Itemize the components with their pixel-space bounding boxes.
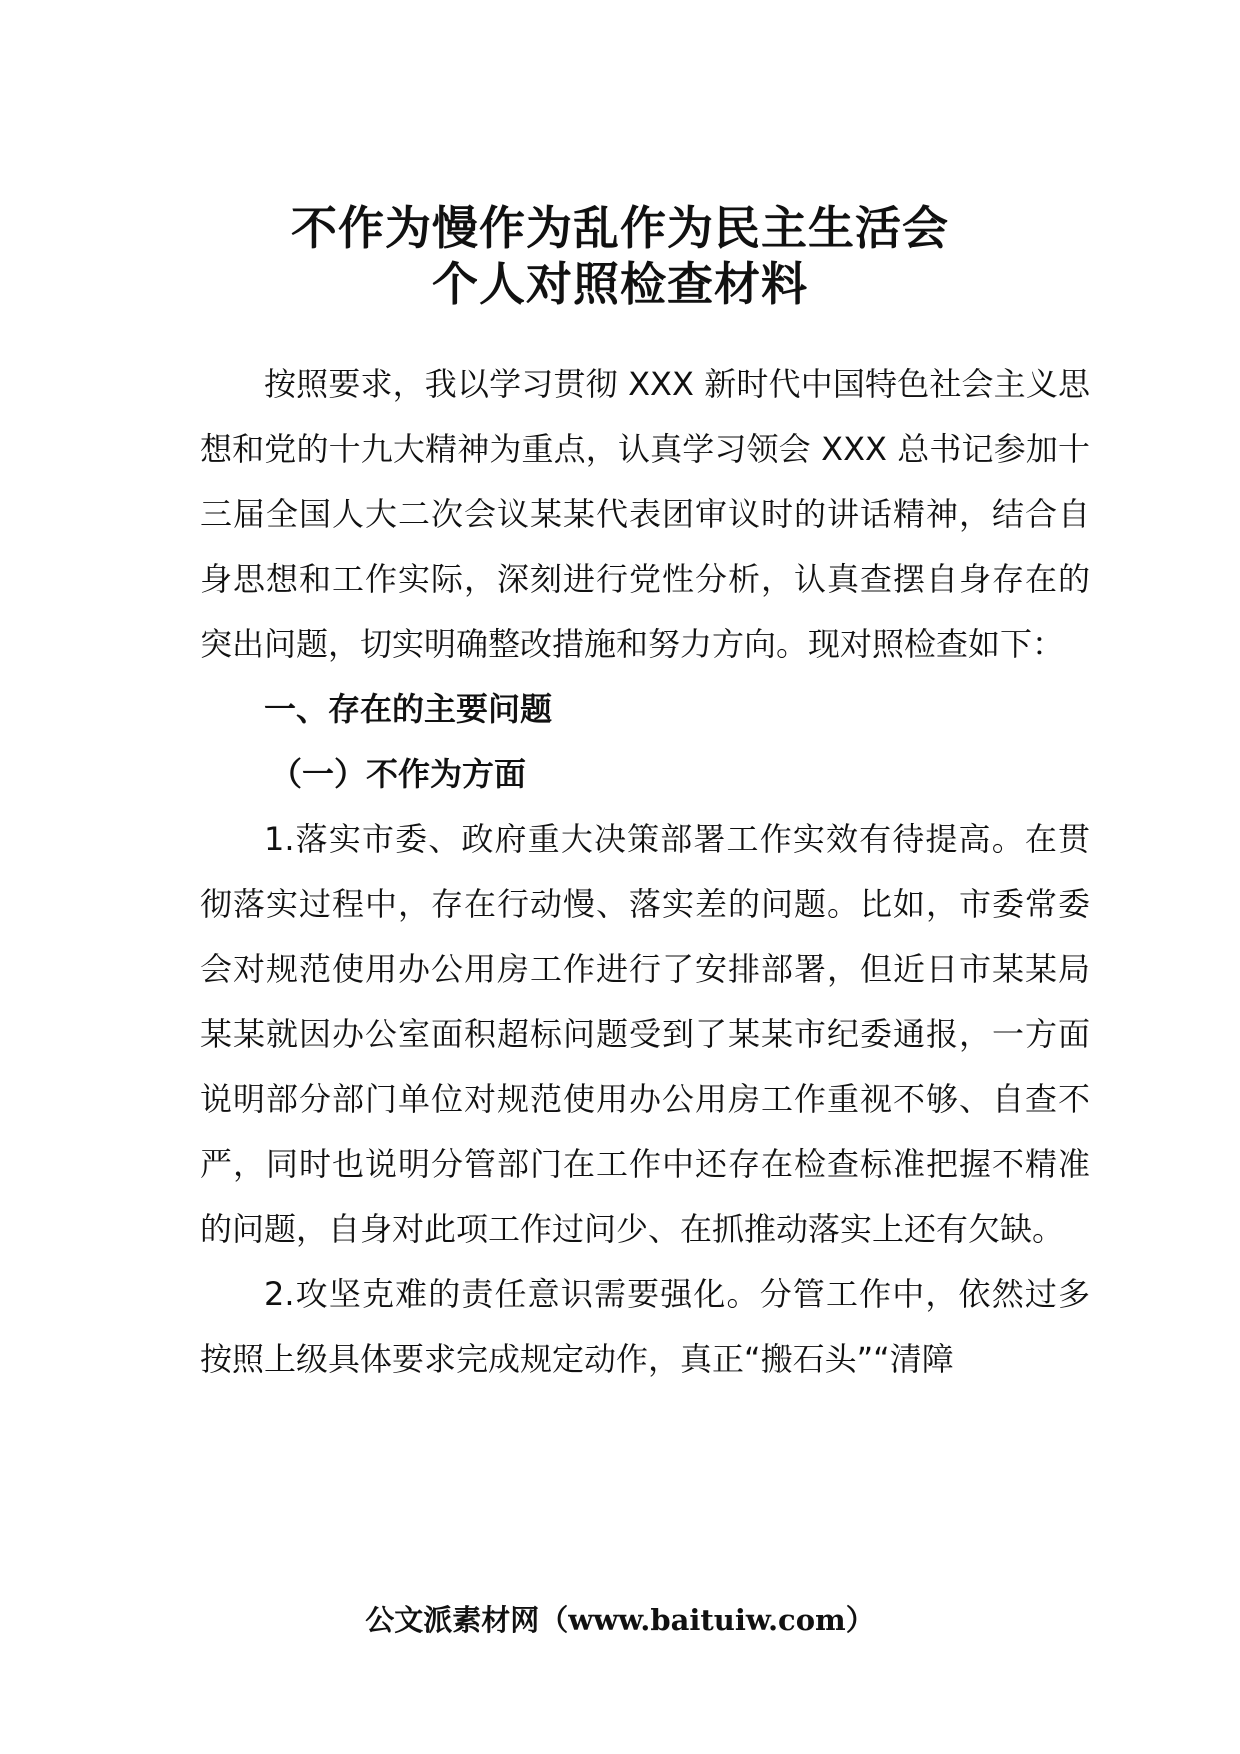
subsection-heading: （一）不作为方面 [270, 755, 527, 793]
document-body [200, 352, 1090, 1392]
item-paragraph-2: 2.攻坚克难的责任意识需要强化。分管工作中，依然过多按照上级具体要求完成规定动作，真正“搬石头”“清障 [200, 1275, 1090, 1378]
section-heading: 一、存在的主要问题 [264, 690, 553, 728]
title-line-1: 不作为慢作为乱作为民主生活会 [291, 201, 949, 255]
document-title [0, 200, 1240, 312]
footer-watermark: 公文派素材网（www.baituiw.com） [365, 1603, 875, 1637]
item-paragraph-1: 1.落实市委、政府重大决策部署工作实效有待提高。在贯彻落实过程中，存在行动慢、落实差的问题。比如，市委常委会对规范使用办公用房工作进行了安排部署，但近日市某某局某某就因办公室面积超标问题受到了某某市纪委通报，一方面说明部分部门单位对规范使用办公用房工作重视不够、自查不严，同时也说明分管部门在工作中还存在检查标准把握不精准的问题，自身对此项工作过问少、在抓推动落实上还有欠缺。 [200, 820, 1090, 1248]
intro-paragraph: 按照要求，我以学习贯彻 XXX 新时代中国特色社会主义思想和党的十九大精神为重点，认真学习领会 XXX 总书记参加十三届全国人大二次会议某某代表团审议时的讲话精神，结合自身思想和工作实际，深刻进行党性分析，认真查摆自身存在的突出问题，切实明确整改措施和努力方向。现对照检查如下： [200, 365, 1090, 663]
title-line-2: 个人对照检查材料 [432, 257, 808, 311]
